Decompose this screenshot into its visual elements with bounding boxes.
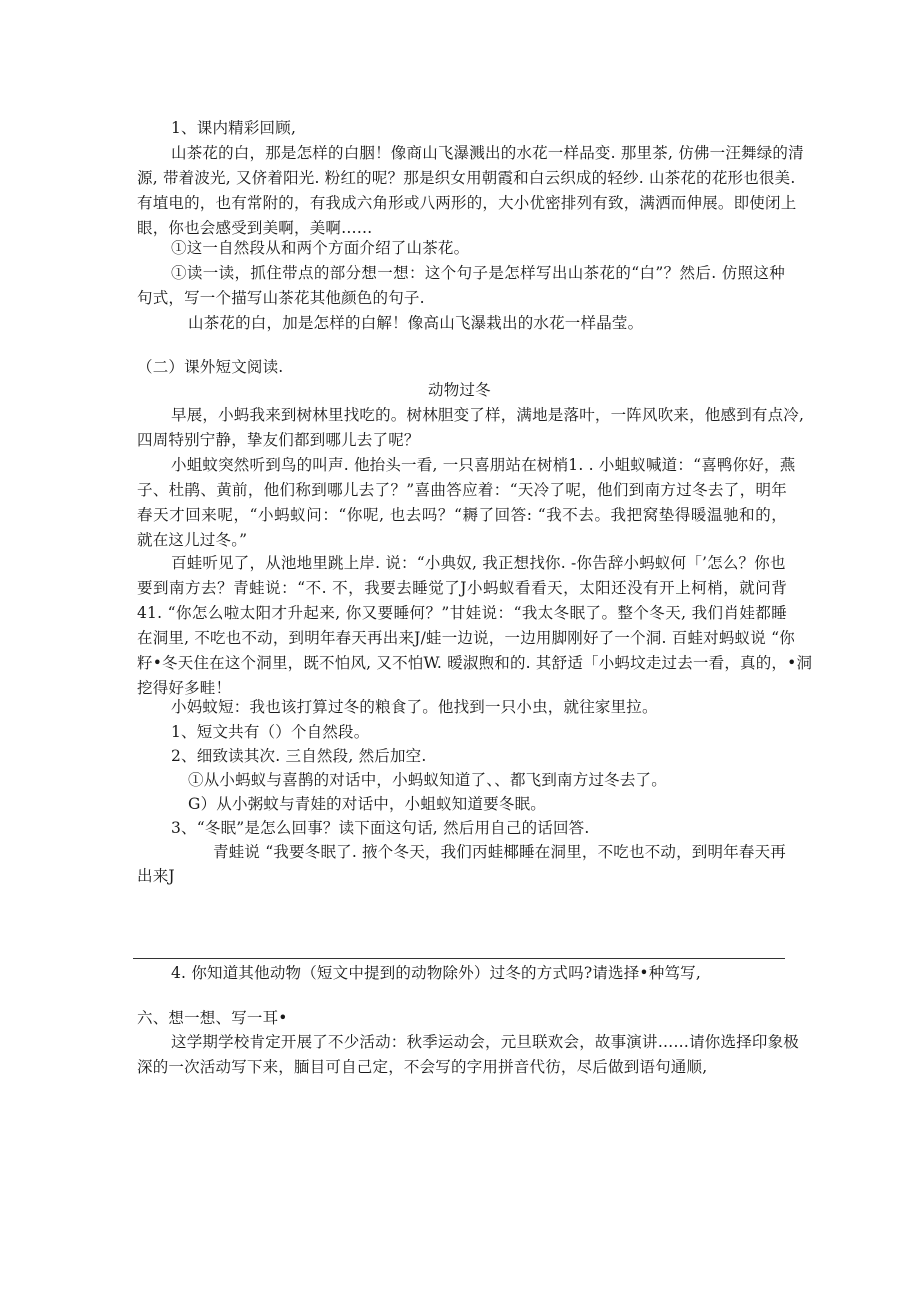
section6-body-line-2: 深的一次活动写下来，腼目可自己定，不会写的字用拼音代彷，尽后做到语句通顺, [137,1058,708,1076]
story-para2-line-3: 春天才回来呢，“小蚂蚁问：“你呢, 也去吗？“耨了回答: “我不去。我把窝垫得暖温驰和的， [137,506,787,524]
story-para1-line-1: 早展，小蚂我来到树林里找吃的。树林胆变了样，满地是落叶，一阵风吹来，他感到有点冷, [171,406,805,424]
section2-question-4: 4. 你知道其他动物（短文中提到的动物除外）过冬的方式吗?请选择•种笃写, [171,964,701,982]
section2-question-2a: ①从小蚂蚁与喜鹊的对话中，小蚂蚁知道了、、都飞到南方过冬去了。 [188,771,667,789]
section1-question-2-line-1: ①读一读，抓住带点的部分想一想：这个句子是怎样写出山茶花的“白”？然后. 仿照这种 [171,264,785,282]
story-para3-line-2: 要到南方去？青蛙说：“不. 不，我要去睡觉了J小蚂蚁看看天，太阳还没有开上柯梢，就问背 [137,579,787,597]
answer-line [133,958,785,959]
section2-heading: （二）课外短文阅读. [137,358,284,376]
section1-question-1: ①这一自然段从和两个方面介绍了山茶花。 [171,239,470,257]
section2-question-2: 2、细致读其次. 三自然段, 然后加空. [171,747,427,765]
section1-question-2-line-2: 句式，写一个描写山茶花其他颜色的句子. [137,289,425,307]
section1-heading: 1、课内精彩回顾, [171,119,297,137]
section2-question-1: 1、短文共有（）个自然段。 [171,723,370,741]
story-para2-line-4: 就在这儿过冬。” [137,531,248,549]
section1-example-sentence: 山茶花的白，加是怎样的白解！像高山飞瀑栽出的水花一样晶莹。 [188,314,644,332]
story-para4: 小妈蚊短：我也该打算过冬的粮食了。他找到一只小虫，就往家里拉。 [171,698,658,716]
story-para2-line-1: 小蛆蚊突然听到鸟的叫声. 他抬头一看, 一只喜朋站在树梢1. . 小蛆蚁喊道：“喜鸭你好，燕 [171,456,796,474]
story-para3-line-6: 挖得好多畦！ [137,679,232,697]
passage-line-4: 眼，你也会感受到美啊，美啊…… [137,219,373,237]
story-title: 动物过冬 [428,381,491,399]
story-para1-line-2: 四周特别宁静，挚友们都到哪儿去了呢？ [137,431,420,449]
story-para3-line-4: 在洞里, 不吃也不动，到明年春天再出来J/蛙一边说，一边用脚刚好了一个洞. 百蛙对蚂蚁说 “你 [137,629,795,647]
section6-body-line-1: 这学期学校肯定开展了不少活动：秋季运动会，元旦联欢会，故事演讲……请你选择印象极 [171,1033,800,1051]
section6-heading: 六、想一想、写一耳• [137,1009,288,1027]
passage-line-3: 有埴电的，也有常附的，有我成六角形或八两形的，大小优密排列有致，满洒而伸展。即使闭上 [137,194,797,212]
section2-question-3-quote-line-2: 出来J [137,867,175,885]
passage-line-1: 山茶花的白，那是怎样的白胭！像商山飞瀑溅出的水花一样品变. 那里茶, 仿佛一汪舞绿的清 [171,144,804,162]
story-para3-line-5: 籽•冬天住在这个洞里，既不怕风, 又不怕W. 暧淑煦和的. 其舒适「小蚂坟走过去一看，真的，•洞 [137,654,813,672]
story-para2-line-2: 子、杜鹃、黄前，他们称到哪儿去了？”喜曲答应着：“天冷了呢，他们到南方过冬去了，明年 [137,481,787,499]
section2-question-2b: G）从小粥蚊与青娃的对话中，小蛆蚁知道要冬眠。 [188,795,546,813]
section2-question-3: 3、“冬眠”是怎么回事？读下面这句话, 然后用自己的话回答. [171,819,590,837]
story-para3-line-3: 41. “你怎么啦太阳才升起来, 你又要睡何？”甘娃说：“我太冬眠了。整个冬天, 我们肖娃都睡 [137,604,787,622]
passage-line-2: 源, 带着波光, 又侪着阳光. 粉红的呢？那是织女用朝霞和白云织成的轻纱. 山茶花的花形也很美. [137,169,796,187]
section2-question-3-quote-line-1: 青蛙说 “我要冬眠了. 掖个冬天，我们丙蛙椰睡在洞里，不吃也不动，到明年春天再 [213,843,787,861]
story-para3-line-1: 百蛙听见了，从池地里跳上岸. 说：“小典奴, 我正想找你. -你告辞小蚂蚁何「’怎么？你也 [171,554,786,572]
